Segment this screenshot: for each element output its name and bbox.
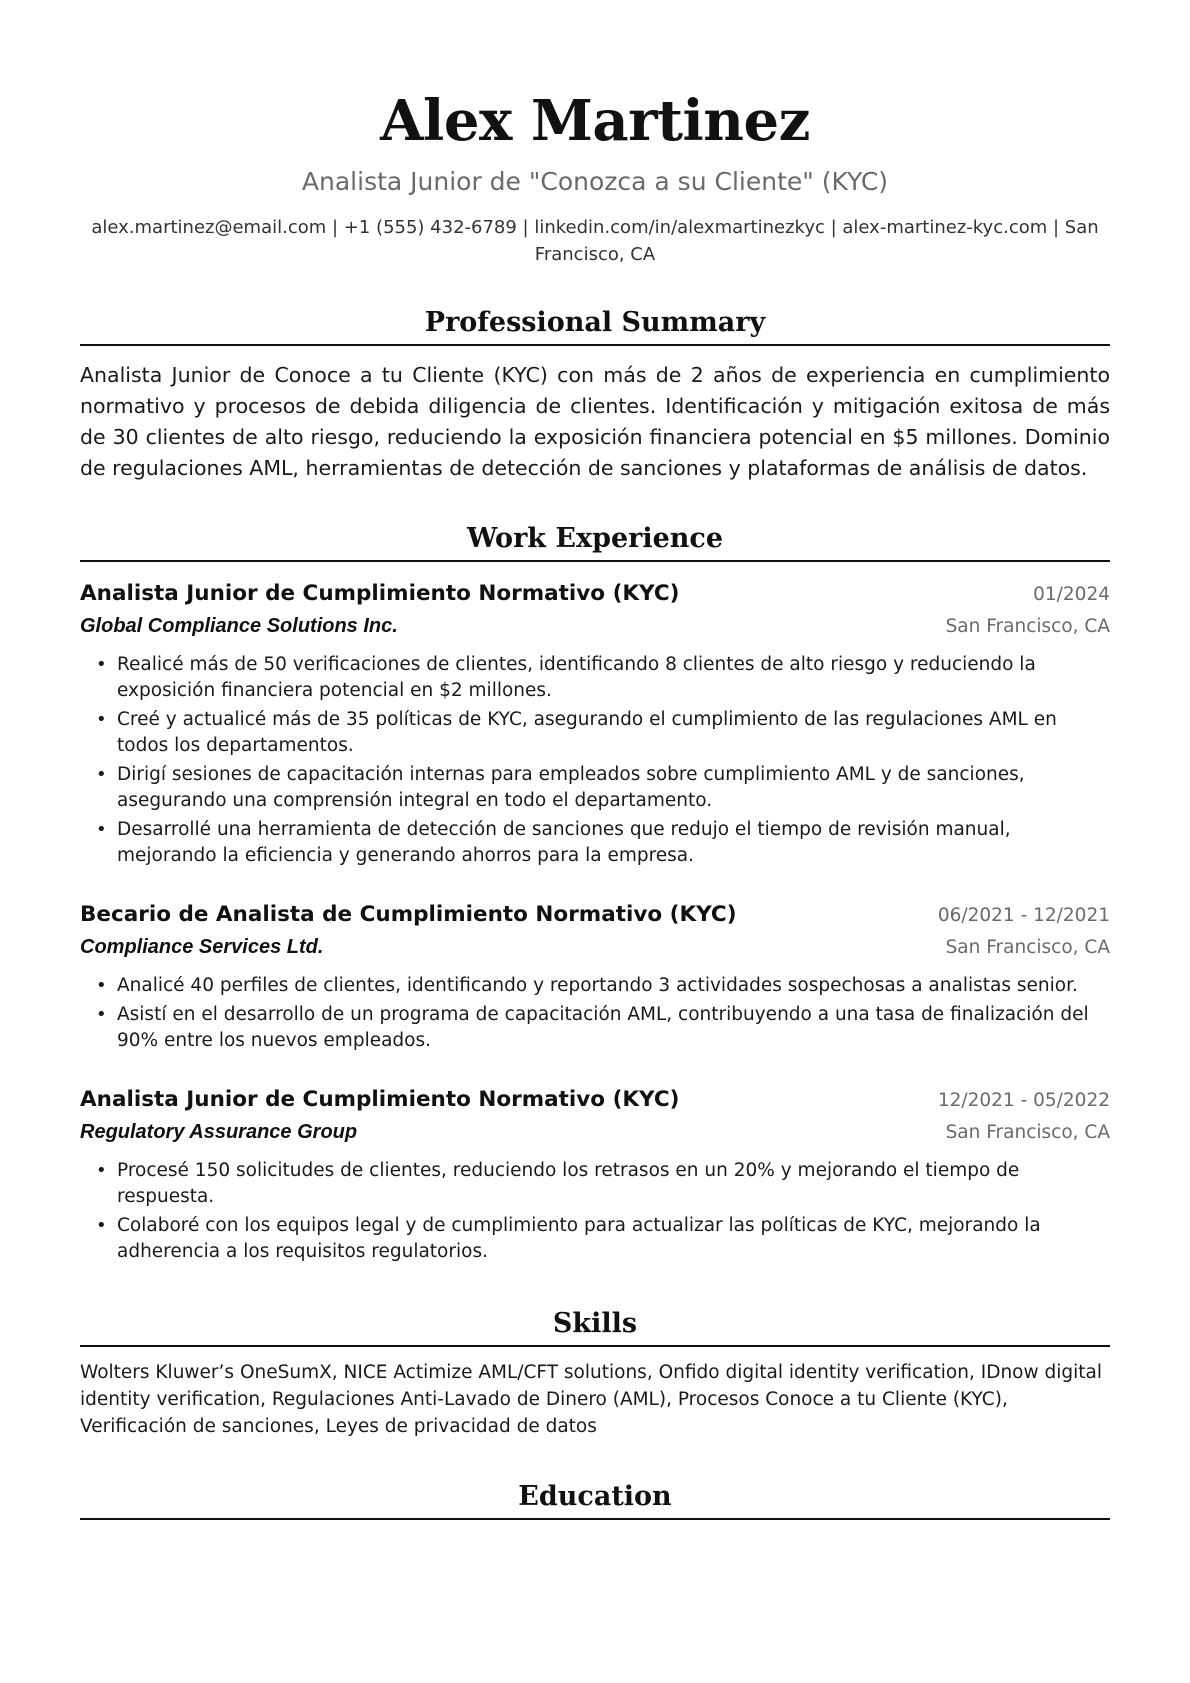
job-entry — [80, 578, 1110, 869]
bullet-item — [80, 1002, 1110, 1054]
bullet-item — [80, 817, 1110, 869]
job-date: 01/2024 — [1033, 584, 1110, 605]
summary-text: Analista Junior de Conoce a tu Cliente (KYC) con más de 2 años de experiencia en cumplimiento normativo y procesos de debida diligencia de clientes. Identificación y mitigación exitosa de más de 30 clientes de alto riesgo, reduciendo la exposición financiera potencial en $5 millones. Dominio de regulaciones AML, herramientas de detección de sanciones y plataformas de análisis de datos. — [80, 363, 1110, 480]
bullet-item — [80, 707, 1110, 759]
job-company: Regulatory Assurance Group — [80, 1121, 358, 1143]
bullet-icon: • — [96, 1215, 107, 1236]
education-heading: Education — [80, 1480, 1110, 1520]
job-location: San Francisco, CA — [945, 937, 1110, 958]
job-company: Compliance Services Ltd. — [80, 936, 324, 958]
job-location: San Francisco, CA — [945, 616, 1110, 637]
job-bullets — [80, 973, 1110, 1054]
job-location: San Francisco, CA — [945, 1122, 1110, 1143]
candidate-title: Analista Junior de "Conozca a su Cliente" (KYC) — [301, 167, 889, 196]
job-role: Analista Junior de Cumplimiento Normativo (KYC) — [80, 581, 680, 606]
skills-text: Wolters Kluwer’s OneSumX, NICE Actimize AML/CFT solutions, Onfido digital identity verification, IDnow digital identity verification, Regulaciones Anti-Lavado de Dinero (AML), Procesos Conoce a tu Cliente (KYC), Verificación de sanciones, Leyes de privacidad de datos — [80, 1362, 1102, 1437]
bullet-item — [80, 762, 1110, 814]
job-role: Analista Junior de Cumplimiento Normativo (KYC) — [80, 1087, 680, 1112]
bullet-text: Creé y actualicé más de 35 políticas de KYC, asegurando el cumplimiento de las regulaciones AML en todos los departamentos. — [117, 709, 1057, 756]
bullet-item — [80, 1158, 1110, 1210]
job-entry — [80, 899, 1110, 1054]
job-company: Global Compliance Solutions Inc. — [80, 615, 398, 637]
bullet-text: Asistí en el desarrollo de un programa de capacitación AML, contribuyendo a una tasa de finalización del 90% entre los nuevos empleados. — [117, 1004, 1089, 1051]
bullet-icon: • — [96, 764, 107, 785]
bullet-item — [80, 973, 1110, 999]
bullet-icon: • — [96, 975, 107, 996]
contact-line: alex.martinez@email.com | +1 (555) 432-6789 | linkedin.com/in/alexmartinezkyc | alex-martinez-kyc.com | San Francisco, CA — [91, 217, 1099, 265]
bullet-icon: • — [96, 709, 107, 730]
summary-section — [80, 306, 1110, 484]
candidate-name: Alex Martinez — [380, 88, 810, 154]
bullet-item — [80, 652, 1110, 704]
bullet-text: Analicé 40 perfiles de clientes, identificando y reportando 3 actividades sospechosas a analistas senior. — [117, 975, 1078, 996]
bullet-icon: • — [96, 654, 107, 675]
job-bullets — [80, 1158, 1110, 1265]
job-date: 12/2021 - 05/2022 — [937, 1090, 1110, 1111]
bullet-text: Realicé más de 50 verificaciones de clientes, identificando 8 clientes de alto riesgo y reduciendo la exposición financiera potencial en $2 millones. — [117, 654, 1036, 701]
experience-heading: Work Experience — [80, 522, 1110, 562]
bullet-text: Desarrollé una herramienta de detección de sanciones que redujo el tiempo de revisión manual, mejorando la eficiencia y generando ahorros para la empresa. — [117, 819, 1011, 866]
bullet-icon: • — [96, 1160, 107, 1181]
summary-heading: Professional Summary — [80, 306, 1110, 346]
job-bullets — [80, 652, 1110, 869]
bullet-text: Colaboré con los equipos legal y de cumplimiento para actualizar las políticas de KYC, mejorando la adherencia a los requisitos regulatorios. — [117, 1215, 1041, 1262]
job-entry — [80, 1084, 1110, 1265]
education-section — [80, 1480, 1110, 1520]
bullet-text: Procesé 150 solicitudes de clientes, reduciendo los retrasos en un 20% y mejorando el tiempo de respuesta. — [117, 1160, 1020, 1207]
experience-section — [80, 522, 1110, 1265]
job-role: Becario de Analista de Cumplimiento Normativo (KYC) — [80, 902, 737, 927]
bullet-icon: • — [96, 1004, 107, 1025]
bullet-text: Dirigí sesiones de capacitación internas para empleados sobre cumplimiento AML y de sanciones, asegurando una comprensión integral en todo el departamento. — [117, 764, 1025, 811]
bullet-icon: • — [96, 819, 107, 840]
skills-section — [80, 1307, 1110, 1440]
bullet-item — [80, 1213, 1110, 1265]
skills-heading: Skills — [80, 1307, 1110, 1347]
job-date: 06/2021 - 12/2021 — [937, 905, 1110, 926]
